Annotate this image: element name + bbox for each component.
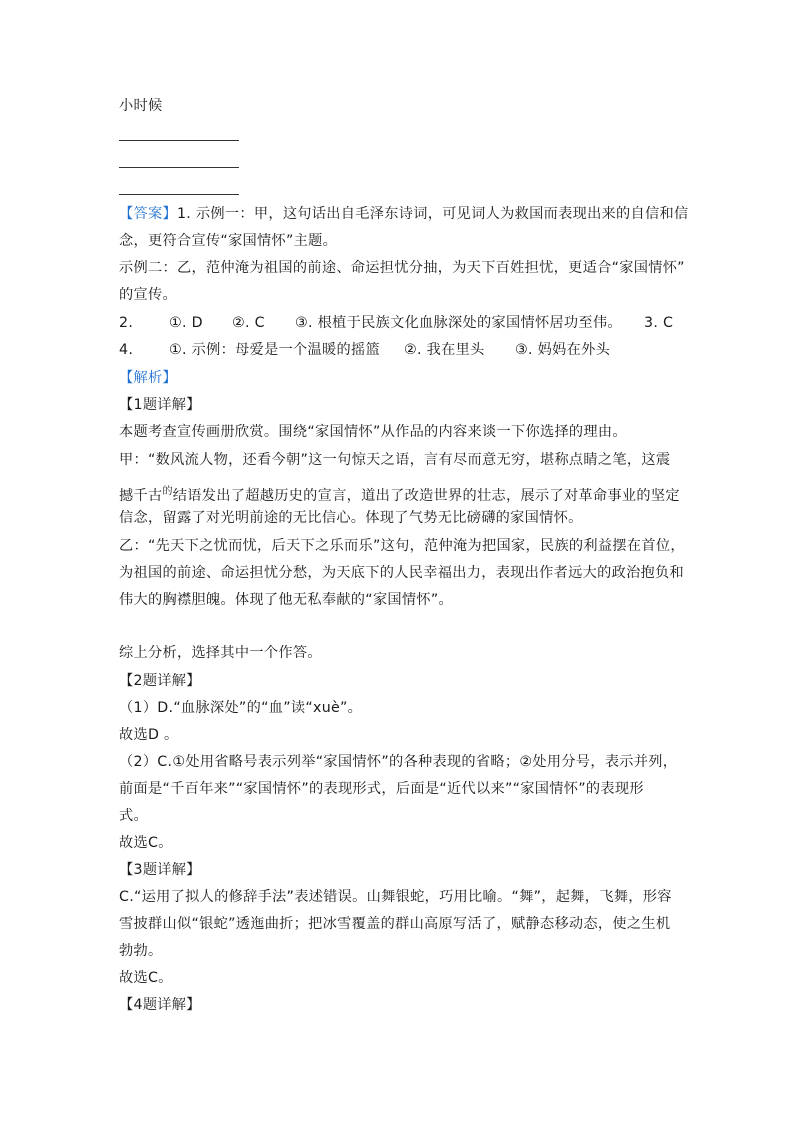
answer-tag: 【答案】 [119, 206, 177, 222]
q2-text-4: 前面是“千百年来”“家国情怀”的表现形式，后面是“近代以来”“家国情怀”的表现形 [119, 781, 644, 797]
q3-text-4: 故选C。 [119, 970, 173, 986]
q1-text-3-superscript: 的 [162, 486, 173, 497]
answer-4-option-1: ①. 示例：母爱是一个温暖的摇篮 [169, 342, 380, 358]
q1-text-4: 信念，留露了对光明前途的无比信心。体现了气势无比磅礴的家国情怀。 [119, 510, 583, 526]
answer-4-option-3: ③. 妈妈在外头 [515, 342, 611, 358]
q2-text-6: 故选C。 [119, 835, 173, 851]
answer-blank-line-1 [119, 140, 239, 141]
answer-2-option-2: ②. C [232, 315, 265, 331]
q1-text-3a: 撼千古 [119, 488, 163, 504]
answer-1-text-3: 示例二：乙，范仲淹为祖国的前途、命运担忧分抽，为天下百姓担忧，更适合“家国情怀” [119, 260, 685, 276]
answer-3-text: 3. C [644, 315, 674, 331]
q1-text-3 [119, 482, 680, 506]
answer-2-number: 2. [119, 315, 134, 331]
q1-text-6: 为祖国的前途、命运担忧分愁，为天底下的人民幸福出力，表现出作者远大的政治抱负和 [119, 565, 685, 581]
q1-text-8: 综上分析，选择其中一个作答。 [119, 645, 322, 661]
answer-2-option-1: ①. D [169, 315, 203, 331]
q4-title: 【4题详解】 [119, 997, 201, 1013]
answer-row-4 [119, 340, 679, 360]
answer-1-text-4: 的宣传。 [119, 287, 177, 303]
q2-text-3: （2）C.①处用省略号表示列举“家国情怀”的各种表现的省略；②处用分号，表示并列， [119, 754, 678, 770]
q1-text-3b: 结语发出了超越历史的宣言，道出了改造世界的壮志，展示了对革命事业的坚定 [172, 488, 680, 504]
q2-text-5: 式。 [119, 808, 148, 824]
answer-line-1 [119, 204, 688, 224]
q1-text-2: 甲：“数风流人物，还看今朝”这一句惊天之语，言有尽而意无穷，堪称点睛之笔，这震 [119, 452, 671, 468]
answer-blank-line-3 [119, 194, 239, 195]
answer-1-text-2: 念，更符合宣传“家国情怀”主题。 [119, 233, 338, 249]
analysis-tag: 【解析】 [119, 370, 177, 386]
q2-title: 【2题详解】 [119, 673, 201, 689]
q3-text-2: 雪披群山似“银蛇”透迤曲折；把冰雪覆盖的群山高原写活了，赋静态移动态，使之生机 [119, 916, 671, 932]
answer-4-option-2: ②. 我在里头 [404, 342, 485, 358]
answer-row-2 [119, 313, 679, 333]
answer-4-number: 4. [119, 342, 134, 358]
answer-1-text-1: 1. 示例一：甲，这句话出自毛泽东诗词，可见词人为救国而表现出来的自信和信 [176, 206, 689, 222]
answer-2-option-3: ③. 根植于民族文化血脉深处的家国情怀居功至伟。 [295, 315, 622, 331]
q3-title: 【3题详解】 [119, 862, 201, 878]
answer-blank-line-2 [119, 167, 239, 168]
q1-title: 【1题详解】 [119, 397, 201, 413]
q3-text-1: C.“运用了拟人的修辞手法”表述错误。山舞银蛇，巧用比喻。“舞”，起舞，飞舞，形容 [119, 889, 672, 905]
q2-text-2: 故选D 。 [119, 727, 179, 743]
q1-text-1: 本题考查宣传画册欣赏。围绕“家国情怀”从作品的内容来谈一下你选择的理由。 [119, 424, 627, 440]
heading-text: 小时候 [119, 98, 163, 114]
q2-text-1: （1）D.“血脉深处”的“血”读“xuè”。 [119, 700, 363, 716]
q1-text-7: 伟大的胸襟胆魄。体现了他无私奉献的“家国情怀”。 [119, 592, 454, 608]
q1-text-5: 乙：“先天下之忧而忧，后天下之乐而乐”这句，范仲淹为把国家，民族的利益摆在首位， [119, 538, 685, 554]
q3-text-3: 勃勃。 [119, 943, 163, 959]
